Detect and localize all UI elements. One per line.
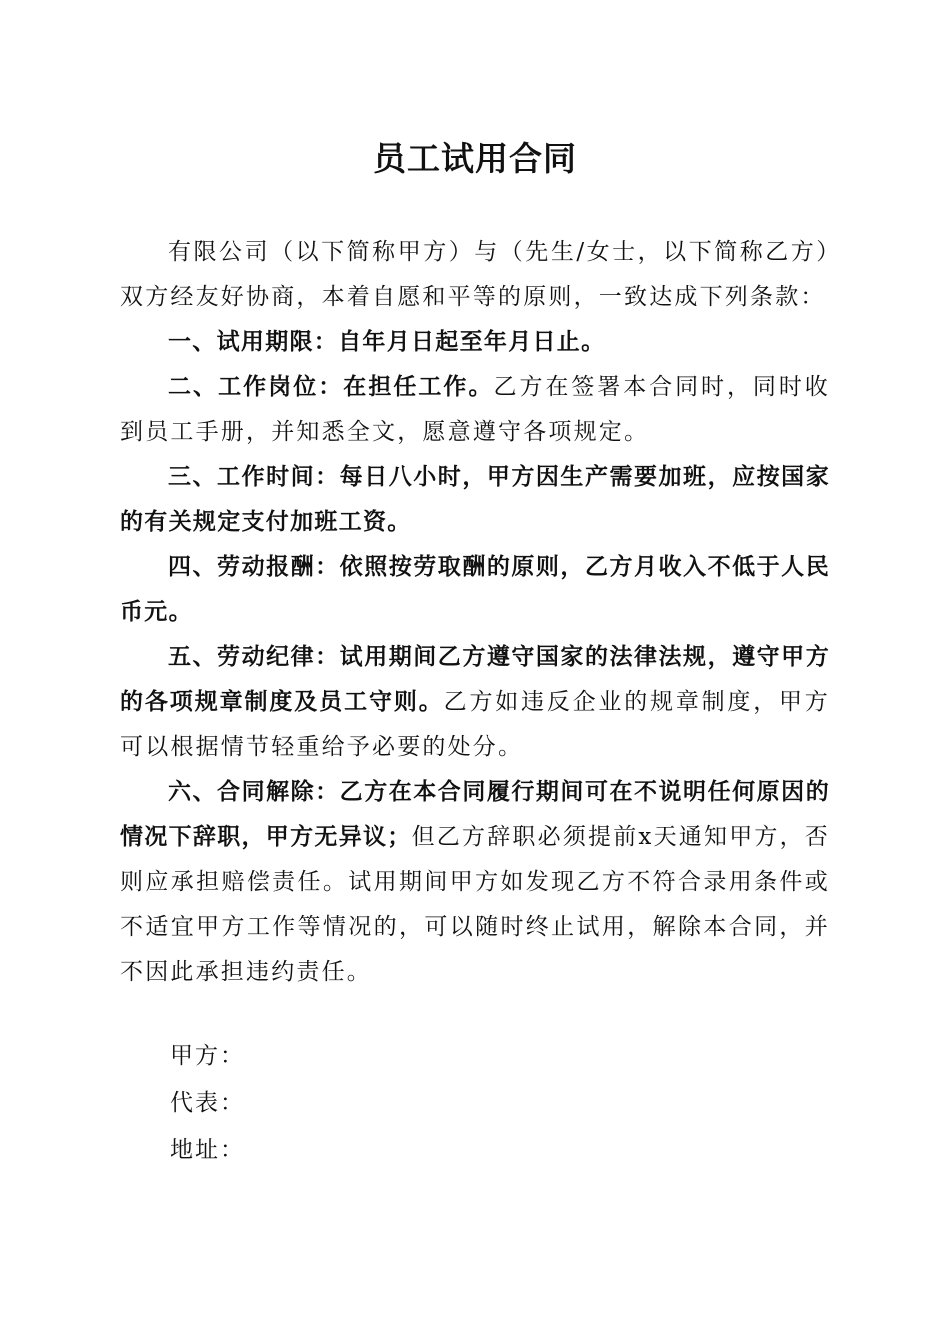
- clause-heading: 四、劳动报酬：依照按劳取酬的原则，乙方月收入不低于人民币元。: [120, 554, 830, 625]
- document-title: 员工试用合同: [373, 139, 577, 178]
- clause-heading: 二、工作岗位：在担任工作。: [168, 374, 494, 400]
- clause-termination: [120, 770, 830, 995]
- clause-trial-period: [120, 320, 830, 365]
- signature-address: 地址：: [170, 1137, 245, 1163]
- clause-heading: 六、合同解除：乙方在本合同履行期间可在不说明任何原因的情况下辞职，甲方无异议；: [120, 779, 830, 850]
- contract-body: [120, 230, 830, 995]
- intro-paragraph: 有限公司（以下简称甲方）与（先生/女士，以下简称乙方）双方经友好协商，本着自愿和平等的原则，一致达成下列条款：: [120, 239, 830, 310]
- signature-party-a: 甲方：: [170, 1043, 245, 1069]
- signature-representative: 代表：: [170, 1090, 245, 1116]
- clause-discipline: [120, 635, 830, 770]
- clause-heading: 五、劳动纪律：试用期间乙方遵守国家的法律法规，遵守甲方的各项规章制度及员工守则。: [120, 644, 830, 715]
- clause-text: 乙方如违反企业的规章制度，甲方可以根据情节轻重给予必要的处分。: [120, 689, 831, 760]
- clause-text: 但乙方辞职必须提前x天通知甲方，否则应承担赔偿责任。试用期间甲方如发现乙方不符合录用条件或不适宜甲方工作等情况的，可以随时终止试用，解除本合同，并不因此承担违约责任。: [120, 824, 830, 985]
- clause-remuneration: [120, 545, 830, 635]
- clause-position: [120, 365, 830, 455]
- clause-heading: 一、试用期限：自年月日起至年月日止。: [168, 329, 606, 355]
- clause-working-hours: [120, 455, 830, 545]
- clause-heading: 三、工作时间：每日八小时，甲方因生产需要加班，应按国家的有关规定支付加班工资。: [120, 464, 830, 535]
- clause-text: 乙方在签署本合同时，同时收到员工手册，并知悉全文，愿意遵守各项规定。: [120, 374, 830, 445]
